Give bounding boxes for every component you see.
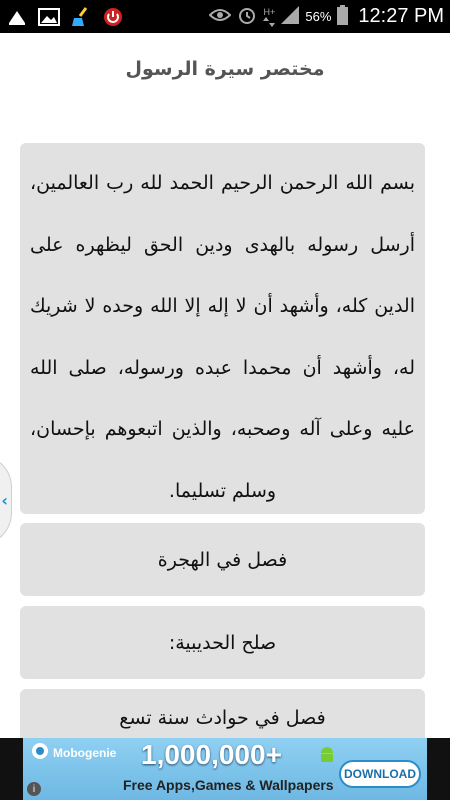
ad-brand xyxy=(31,742,116,764)
intro-text: بسم الله الرحمن الرحيم الحمد لله رب العالمين، أرسل رسوله بالهدى ودين الحق ليظهره على الدين كله، وأشهد أن لا إله إلا الله وحده لا شريك له، وأشهد أن محمدا عبده ورسوله، صلى الله عليه وعلى آله وصحبه، والذين اتبعوهم بإحسان، وسلم تسليما. xyxy=(30,172,415,502)
chapter-label: فصل في الهجرة xyxy=(157,548,288,571)
chapter-hijra-button[interactable] xyxy=(20,523,425,596)
system-indicators xyxy=(209,0,444,33)
clock: 12:27 PM xyxy=(358,5,444,27)
debug-icon xyxy=(6,6,28,28)
ad-right-strip xyxy=(427,738,450,800)
signal-icon xyxy=(281,6,299,28)
chapter-label: فصل في حوادث سنة تسع xyxy=(119,707,326,729)
intro-card[interactable] xyxy=(20,143,425,514)
page-title: مختصر سيرة الرسول xyxy=(125,58,325,80)
ad-brand-name: Mobogenie xyxy=(53,746,117,760)
ad-left-strip xyxy=(0,738,23,800)
status-bar xyxy=(0,0,450,33)
ad-content[interactable] xyxy=(23,738,427,800)
chevron-left-icon: ‹ xyxy=(1,490,8,510)
gallery-icon xyxy=(38,6,60,28)
power-icon xyxy=(102,6,124,28)
alarm-icon xyxy=(237,5,257,29)
ad-tagline: Free Apps,Games & Wallpapers xyxy=(123,777,334,793)
chapter-label: صلح الحديبية: xyxy=(168,631,277,654)
battery-icon xyxy=(337,5,348,29)
eye-icon xyxy=(209,7,231,27)
ad-banner[interactable] xyxy=(0,738,450,800)
notification-icons xyxy=(6,6,124,28)
android-icon xyxy=(317,744,337,768)
battery-percentage: 56% xyxy=(305,9,332,24)
data-arrows-icon xyxy=(263,7,275,27)
broom-icon xyxy=(70,6,92,28)
chapter-hudaybiya-button[interactable] xyxy=(20,606,425,679)
ad-headline: 1,000,000+ xyxy=(141,739,282,770)
side-drawer-handle[interactable] xyxy=(0,455,12,545)
network-type: H+ xyxy=(263,6,276,17)
ad-info-icon[interactable]: i xyxy=(27,782,41,796)
mobogenie-logo-icon xyxy=(31,742,49,764)
ad-download-button[interactable]: DOWNLOAD xyxy=(339,760,421,788)
